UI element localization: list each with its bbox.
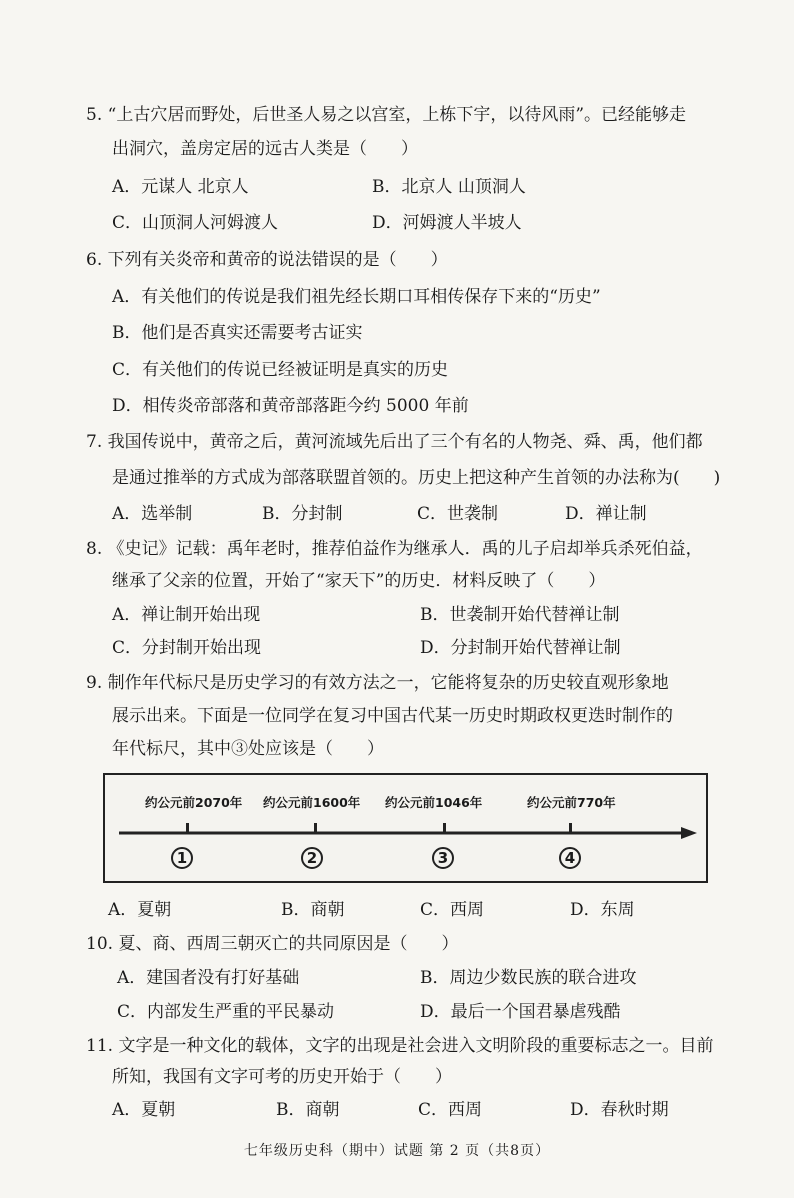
timeline-date-1: 约公元前2070年 [145,795,243,810]
timeline-marker-4: 4 [559,847,581,869]
q9-option-a: A．夏朝 [108,900,172,920]
q9-option-b: B．商朝 [281,900,345,920]
q10-option-b: B．周边少数民族的联合进攻 [420,968,637,988]
q11-stem-line2: 所知，我国有文字可考的历史开始于（ ） [112,1067,452,1087]
q6-option-d: D．相传炎帝部落和黄帝部落距今约 5000 年前 [112,396,469,416]
q10-option-c: C．内部发生严重的平民暴动 [117,1002,335,1022]
q9-stem-line3: 年代标尺，其中③处应该是（ ） [112,739,384,759]
q5-option-d: D．河姆渡人半坡人 [372,213,522,233]
timeline-marker-3: 3 [432,847,454,869]
timeline-marker-2: 2 [301,847,323,869]
q5-option-c: C．山顶洞人河姆渡人 [112,213,279,233]
q5-stem-line2: 出洞穴，盖房定居的远古人类是（ ） [112,139,418,159]
q8-option-a: A．禅让制开始出现 [112,605,261,625]
timeline-tick-3 [443,823,446,833]
q9-stem-line1: 9. 制作年代标尺是历史学习的有效方法之一，它能将复杂的历史较直观形象地 [86,673,669,693]
page-footer: 七年级历史科（期中）试题 第 2 页（共8页） [243,1143,551,1159]
q8-option-d: D．分封制开始代替禅让制 [420,638,621,658]
timeline-axis [105,775,706,881]
q6-option-a: A．有关他们的传说是我们祖先经长期口耳相传保存下来的“历史” [112,287,601,307]
q11-stem-line1: 11. 文字是一种文化的载体，文字的出现是社会进入文明阶段的重要标志之一。目前 [86,1036,714,1056]
q7-option-c: C．世袭制 [417,504,499,524]
timeline-date-3: 约公元前1046年 [385,795,483,810]
q9-option-c: C．西周 [420,900,485,920]
timeline-tick-4 [569,823,572,833]
q10-option-a: A．建国者没有打好基础 [117,968,300,988]
q7-stem-line1: 7. 我国传说中，黄帝之后，黄河流域先后出了三个有名的人物尧、舜、禹，他们都 [86,432,703,452]
timeline-figure [103,773,708,883]
q7-stem-line2: 是通过推举的方式成为部落联盟首领的。历史上把这种产生首领的办法称为( ) [112,468,721,488]
timeline-date-4: 约公元前770年 [527,795,616,810]
q6-option-c: C．有关他们的传说已经被证明是真实的历史 [112,360,449,380]
q9-option-d: D．东周 [570,900,635,920]
q9-stem-line2: 展示出来。下面是一位同学在复习中国古代某一历史时期政权更迭时制作的 [112,706,673,726]
q10-option-d: D．最后一个国君暴虐残酷 [420,1002,621,1022]
timeline-tick-2 [314,823,317,833]
q7-option-b: B．分封制 [262,504,343,524]
q5-stem-line1: 5. “上古穴居而野处，后世圣人易之以宫室，上栋下宇，以待风雨”。已经能够走 [86,105,687,125]
timeline-arrow-head [681,827,697,839]
timeline-date-2: 约公元前1600年 [263,795,361,810]
q8-option-c: C．分封制开始出现 [112,638,262,658]
timeline-marker-1: 1 [171,847,193,869]
q8-option-b: B．世袭制开始代替禅让制 [420,605,620,625]
timeline-tick-1 [186,823,189,833]
q6-option-b: B．他们是否真实还需要考古证实 [112,323,363,343]
q11-option-b: B．商朝 [276,1100,340,1120]
q7-option-d: D．禅让制 [565,504,647,524]
q11-option-a: A．夏朝 [112,1100,176,1120]
q5-option-b: B．北京人 山顶洞人 [372,177,526,197]
q5-option-a: A．元谋人 北京人 [112,177,249,197]
q8-stem-line2: 继承了父亲的位置，开始了“家天下”的历史．材料反映了（ ） [112,571,606,591]
q11-option-d: D．春秋时期 [570,1100,669,1120]
q11-option-c: C．西周 [418,1100,483,1120]
q8-stem-line1: 8. 《史记》记载：禹年老时，推荐伯益作为继承人．禹的儿子启却举兵杀死伯益， [86,539,703,559]
q6-stem-line1: 6. 下列有关炎帝和黄帝的说法错误的是（ ） [86,250,448,270]
q7-option-a: A．选举制 [112,504,193,524]
q10-stem-line1: 10. 夏、商、西周三朝灭亡的共同原因是（ ） [86,934,459,954]
